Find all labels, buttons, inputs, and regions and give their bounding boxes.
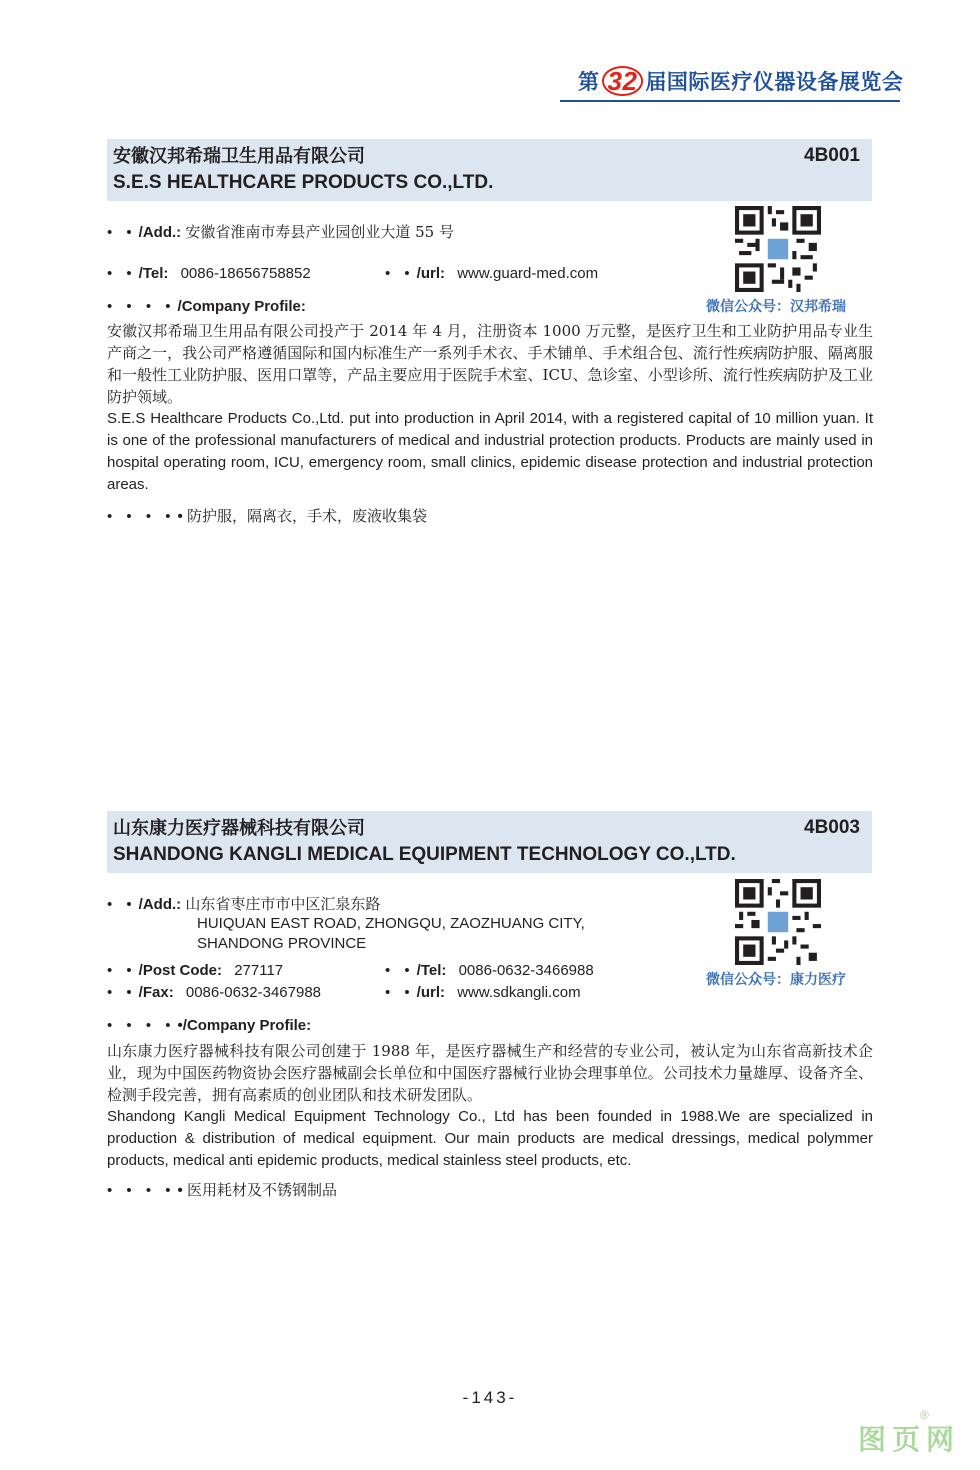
- wechat-caption: 微信公众号：康力医疗: [706, 971, 846, 987]
- profile-text-cn: 山东康力医疗器械科技有限公司创建于 1988 年，是医疗器械生产和经营的专业公司，被认定为山东省高新技术企业，现为中国医药物资协会医疗器械副会长单位和中国医疗器械行业协会理事单位。公司技术力量雄厚、设备齐全、检测手段完善，拥有高素质的创业团队和技术研发团队。: [107, 1042, 873, 1104]
- address-row: • • /Add.: 安徽省淮南市寿县产业园创业大道 55 号: [107, 223, 454, 241]
- company-name-en: S.E.S HEALTHCARE PRODUCTS CO.,LTD.: [113, 172, 494, 193]
- company-profile-1: [107, 320, 873, 496]
- address-en-line-2: SHANDONG PROVINCE: [197, 935, 367, 952]
- company-name-cn: 安徽汉邦希瑞卫生用品有限公司: [113, 146, 365, 166]
- profile-label: Company Profile: [181, 298, 301, 315]
- products-row: • • • • • 防护服，隔离衣，手术，废液收集袋: [107, 507, 427, 525]
- url-link[interactable]: www.guard-med.com: [457, 265, 599, 282]
- tel-value: 0086-18656758852: [180, 265, 311, 282]
- postcode-value: 277117: [234, 962, 284, 979]
- address-label: Add.: [142, 896, 177, 913]
- tel-row: • • /Tel: 0086-0632-3466988: [385, 962, 594, 979]
- edition-number-badge: 32: [602, 66, 644, 96]
- company-name-cn: 山东康力医疗器械科技有限公司: [113, 818, 365, 838]
- url-row: • • /url: www.sdkangli.com: [385, 984, 581, 1001]
- tel-label: Tel: [142, 265, 164, 282]
- tel-value: 0086-0632-3466988: [458, 962, 594, 979]
- address-label: Add.: [142, 224, 177, 241]
- products-value: 防护服，隔离衣，手术，废液收集袋: [186, 507, 427, 525]
- profile-text-cn: 安徽汉邦希瑞卫生用品有限公司投产于 2014 年 4 月，注册资本 1000 万元整，是医疗卫生和工业防护用品专业生产商之一，我公司严格遵循国际和国内标准生产一系列手术衣、手术铺单、手术组合包、流行性疾病防护服、隔离服和一般性工业防护服、医用口罩等，产品主要应用于医院手术室、ICU、急诊室、小型诊所、流行性疾病防护及工业防护领域。: [107, 322, 873, 406]
- booth-number: 4B001: [804, 145, 860, 166]
- products-row: • • • • • 医用耗材及不锈钢制品: [107, 1181, 337, 1199]
- address-row: • • /Add.: 山东省枣庄市市中区汇泉东路: [107, 895, 381, 913]
- postcode-row: • • /Post Code: 277117: [107, 962, 284, 979]
- url-label: url: [420, 265, 441, 282]
- address-value: 安徽省淮南市寿县产业园创业大道 55 号: [185, 223, 454, 241]
- url-link[interactable]: www.sdkangli.com: [457, 984, 581, 1001]
- registered-mark: ®: [920, 1408, 929, 1422]
- products-value: 医用耗材及不锈钢制品: [186, 1181, 337, 1199]
- profile-heading: • • • • •/Company Profile:: [107, 1017, 312, 1034]
- fax-row: • • /Fax: 0086-0632-3467988: [107, 984, 321, 1001]
- url-row: • • /url: www.guard-med.com: [385, 265, 599, 282]
- url-label: url: [420, 984, 441, 1001]
- tel-label: Tel: [420, 962, 442, 979]
- title-prefix: 第: [578, 71, 600, 94]
- address-en-line-1: HUIQUAN EAST ROAD, ZHONGQU, ZAOZHUANG CITY,: [197, 915, 585, 932]
- page-number: -143-: [462, 1388, 518, 1407]
- title-suffix: 届国际医疗仪器设备展览会: [645, 71, 904, 94]
- company-profile-2: [107, 1040, 873, 1172]
- wechat-caption: 微信公众号：汉邦希瑞: [706, 298, 846, 314]
- exhibition-title: [578, 64, 908, 98]
- address-value: 山东省枣庄市市中区汇泉东路: [185, 895, 381, 913]
- header-divider: [560, 100, 900, 102]
- company-header-1: [107, 139, 872, 201]
- postcode-label: Post Code: [142, 962, 218, 979]
- wechat-qr-code-icon: [735, 879, 821, 965]
- profile-heading: • • • • /Company Profile:: [107, 298, 306, 315]
- profile-label: Company Profile: [186, 1017, 307, 1034]
- tel-row: • • /Tel: 0086-18656758852: [107, 265, 311, 282]
- profile-text-en: S.E.S Healthcare Products Co.,Ltd. put into production in April 2014, with a registered capital of 10 million yuan. It is one of the professional manufacturers of medical and industrial protection products. Products are mainly used in hospital operating room, ICU, emergency room, small clinics, epidemic disease protection and industrial protection areas.: [107, 410, 873, 493]
- booth-number: 4B003: [804, 817, 860, 838]
- fax-value: 0086-0632-3467988: [185, 984, 321, 1001]
- profile-text-en: Shandong Kangli Medical Equipment Technology Co., Ltd has been founded in 1988.We are specialized in production & distribution of medical equipment. Our main products are medical dressings, medical polymmer products, medical anti epidemic products, medical stainless steel products, etc.: [107, 1108, 873, 1169]
- fax-label: Fax: [142, 984, 169, 1001]
- company-name-en: SHANDONG KANGLI MEDICAL EQUIPMENT TECHNOLOGY CO.,LTD.: [113, 844, 736, 865]
- wechat-qr-code-icon: [735, 206, 821, 292]
- watermark-logo: 图页网: [858, 1424, 961, 1455]
- company-header-2: [107, 811, 872, 873]
